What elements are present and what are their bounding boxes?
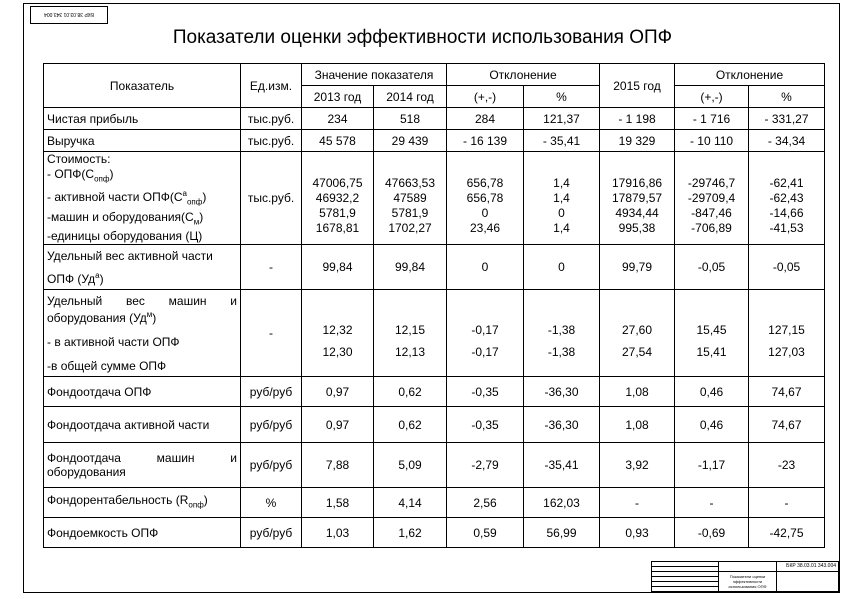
value-2013: 7,88 (302, 443, 374, 488)
deviation-abs-1 (447, 290, 524, 377)
header-2014: 2014 год (374, 86, 447, 108)
superscript: а (95, 270, 100, 280)
row-return-active (44, 407, 825, 443)
cost-line-text: - активной части ОПФ(С (47, 190, 183, 205)
header-row-1 (44, 64, 825, 86)
title-block-divider (718, 571, 838, 572)
deviation-abs-1: 0 (447, 245, 524, 290)
value-2015: - 1 198 (600, 108, 675, 130)
value-2013: 1,58 (302, 488, 374, 518)
name-line-1: Удельный вес машин и (47, 293, 237, 308)
cost-line-text: -машин и оборудования(С (47, 209, 194, 224)
subscript: опф (94, 174, 110, 184)
row-return-opf (44, 377, 825, 407)
cell-line: 656,78 (466, 175, 504, 190)
superscript: а (182, 189, 187, 199)
value-2013 (302, 290, 374, 377)
row-net-profit (44, 108, 825, 130)
value-2015: 99,79 (600, 245, 675, 290)
deviation-abs-2: - (675, 488, 749, 518)
value-2014: 99,84 (374, 245, 447, 290)
deviation-pct-1 (524, 152, 600, 245)
cell-line: -29746,7 (687, 175, 736, 190)
cost-line-text: - ОПФ(С (47, 167, 95, 181)
subscript: опф (188, 500, 204, 510)
value-2014 (374, 152, 447, 245)
deviation-abs-1: -0,35 (447, 377, 524, 407)
cell-line: 1,4 (553, 220, 570, 235)
unit-cell: руб/руб (241, 377, 302, 407)
cell-line: -0,17 (471, 323, 499, 338)
row-profitability (44, 488, 825, 518)
subscript: м (193, 217, 200, 227)
value-2014: 518 (374, 108, 447, 130)
deviation-pct-1: 121,37 (524, 108, 600, 130)
cell-line: 17916,86 (611, 175, 663, 190)
indicator-name: Фондоемкость ОПФ (44, 518, 241, 548)
value-2015: 1,08 (600, 377, 675, 407)
value-2015 (600, 290, 675, 377)
cell-line: -62,41 (769, 175, 804, 190)
indicator-name: Фондоотдача ОПФ (44, 377, 241, 407)
cell-line: 1,4 (553, 190, 570, 205)
value-2015: 19 329 (600, 130, 675, 152)
cell-line: -0,17 (471, 345, 499, 360)
bracket: ) (199, 209, 204, 224)
deviation-pct-1: - 35,41 (524, 130, 600, 152)
row-revenue (44, 130, 825, 152)
value-2013: 234 (302, 108, 374, 130)
cell-line: 1702,27 (388, 220, 432, 235)
indicator-name: Фондоотдача активной части (44, 407, 241, 443)
unit-cell: тыс.руб. (241, 108, 302, 130)
indicator-name (44, 290, 241, 377)
cell-line: 47006,75 (312, 175, 363, 190)
deviation-abs-2 (675, 152, 749, 245)
deviation-abs-2: -0,05 (675, 245, 749, 290)
deviation-pct-2 (749, 152, 825, 245)
bracket: ) (152, 310, 157, 325)
row-capital-intensity (44, 518, 825, 548)
cost-line-active (47, 186, 237, 209)
row-share-active (44, 245, 825, 290)
deviation-pct-2: - (749, 488, 825, 518)
row-share-machines (44, 290, 825, 377)
indicator-name: Чистая прибыль (44, 108, 241, 130)
deviation-abs-2 (675, 290, 749, 377)
cell-line: 12,15 (394, 323, 426, 338)
deviation-abs-2: - 1 716 (675, 108, 749, 130)
title-block (651, 561, 839, 592)
indicators-table (43, 63, 825, 548)
value-2014: 4,14 (374, 488, 447, 518)
value-2014: 29 439 (374, 130, 447, 152)
cell-line: -706,89 (691, 220, 732, 235)
header-dev-pct-2: % (749, 86, 825, 108)
subscript: опф (186, 197, 203, 207)
unit-cell: руб/руб (241, 407, 302, 443)
deviation-pct-1: 162,03 (524, 488, 600, 518)
title-block-code: БКР 38.03.01 343.004 (786, 563, 836, 569)
cell-line: 1,4 (553, 175, 570, 190)
cell-line: -1,38 (547, 323, 576, 338)
cell-line: -847,46 (691, 205, 732, 220)
deviation-abs-1: -2,79 (447, 443, 524, 488)
cell-line: 1678,81 (315, 220, 360, 235)
cell-line: 47663,53 (384, 175, 436, 190)
name-line-1: Фондоотдача машин и (47, 451, 237, 466)
unit-cell: - (241, 245, 302, 290)
deviation-pct-2: 74,67 (749, 407, 825, 443)
deviation-pct-2: -23 (749, 443, 825, 488)
cell-line: 15,41 (696, 345, 727, 360)
deviation-pct-2: - 34,34 (749, 130, 825, 152)
name-text: Фондорентабельность (R (47, 492, 189, 507)
value-2013: 1,03 (302, 518, 374, 548)
cell-line: 27,60 (622, 323, 653, 338)
unit-cell: % (241, 488, 302, 518)
name-line-2 (47, 269, 237, 286)
deviation-pct-2: -42,75 (749, 518, 825, 548)
cell-line: 0 (558, 205, 565, 220)
cell-line: 656,78 (466, 190, 504, 205)
header-2015: 2015 год (600, 64, 675, 108)
bracket: ) (203, 492, 208, 507)
cell-line: 15,45 (696, 323, 727, 338)
deviation-abs-2: -1,17 (675, 443, 749, 488)
bracket: ) (109, 167, 114, 181)
value-2015: - (600, 488, 675, 518)
deviation-pct-1: -35,41 (524, 443, 600, 488)
bracket: ) (99, 271, 104, 286)
cell-line: -41,53 (769, 220, 804, 235)
name-line-1: Удельный вес активной части (47, 248, 213, 263)
deviation-pct-2: 74,67 (749, 377, 825, 407)
name-text: оборудования (Уд (47, 310, 147, 325)
value-2013: 45 578 (302, 130, 374, 152)
unit-cell: руб/руб (241, 443, 302, 488)
indicator-name (44, 152, 241, 245)
deviation-abs-2: 0,46 (675, 377, 749, 407)
cell-line: 5781,9 (319, 205, 356, 220)
cell-line: 4934,44 (615, 205, 659, 220)
cell-line: 0 (481, 205, 489, 220)
cost-line-opf (47, 167, 237, 186)
deviation-pct-1: 56,99 (524, 518, 600, 548)
value-2015 (600, 152, 675, 245)
deviation-abs-1: 2,56 (447, 488, 524, 518)
indicator-name (44, 488, 241, 518)
value-2014: 1,62 (374, 518, 447, 548)
header-dev-pct-1: % (524, 86, 600, 108)
superscript: м (146, 309, 153, 319)
value-2014 (374, 290, 447, 377)
cost-heading: Стоимость: (47, 152, 111, 166)
title-block-description: Показатели оценки эффективности использования ОПФ (728, 574, 767, 589)
cell-line: 17879,57 (611, 190, 663, 205)
header-deviation-1: Отклонение (447, 64, 600, 86)
header-2013: 2013 год (302, 86, 374, 108)
cell-line: 995,38 (618, 220, 656, 235)
deviation-pct-1: -36,30 (524, 407, 600, 443)
unit-cell: тыс.руб. (241, 130, 302, 152)
deviation-abs-2: 0,46 (675, 407, 749, 443)
deviation-abs-1: -0,35 (447, 407, 524, 443)
value-2013: 0,97 (302, 377, 374, 407)
corner-stamp: БКР 38.03.01 343.004 (30, 6, 108, 24)
cell-line: 127,15 (768, 323, 805, 338)
indicator-name (44, 443, 241, 488)
deviation-pct-2: - 331,27 (749, 108, 825, 130)
cell-line: 12,30 (322, 345, 353, 360)
value-2013: 0,97 (302, 407, 374, 443)
value-2014: 0,62 (374, 407, 447, 443)
cost-line-machines (47, 210, 237, 229)
deviation-abs-1: 0,59 (447, 518, 524, 548)
deviation-pct-1 (524, 290, 600, 377)
cell-line: 27,54 (622, 345, 653, 360)
row-return-machines (44, 443, 825, 488)
cell-line: 12,13 (394, 345, 426, 360)
indicator-name: Выручка (44, 130, 241, 152)
header-deviation-2: Отклонение (675, 64, 825, 86)
sub-line-total: -в общей сумме ОПФ (47, 358, 167, 373)
header-dev-abs-2: (+,-) (675, 86, 749, 108)
cell-line: 46932,2 (315, 190, 360, 205)
name-line-2 (47, 308, 237, 325)
deviation-pct-2 (749, 290, 825, 377)
unit-cell: руб/руб (241, 518, 302, 548)
indicator-name (44, 245, 241, 290)
sub-line-active: - в активной части ОПФ (47, 334, 180, 349)
cell-line: 23,46 (470, 220, 501, 235)
cell-line: 5781,9 (391, 205, 429, 220)
page-title: Показатели оценки эффективности использования ОПФ (172, 27, 673, 48)
value-2015: 0,93 (600, 518, 675, 548)
bracket: ) (202, 190, 207, 205)
deviation-pct-2: -0,05 (749, 245, 825, 290)
deviation-abs-1: - 16 139 (447, 130, 524, 152)
cost-line-unit: -единицы оборудования (Ц) (47, 229, 203, 244)
deviation-abs-2: - 10 110 (675, 130, 749, 152)
value-2014: 5,09 (374, 443, 447, 488)
deviation-abs-2: -0,69 (675, 518, 749, 548)
name-line-2: оборудования (47, 465, 126, 480)
unit-cell: - (241, 290, 302, 377)
row-cost (44, 152, 825, 245)
cell-line: -29709,4 (687, 190, 736, 205)
value-2015: 3,92 (600, 443, 675, 488)
title-block-grid (652, 562, 719, 591)
unit-cell: тыс.руб. (241, 152, 302, 245)
header-unit: Ед.изм. (241, 64, 302, 108)
header-dev-abs-1: (+,-) (447, 86, 524, 108)
title-block-divider (776, 562, 777, 591)
header-indicator: Показатель (44, 64, 241, 108)
deviation-abs-1 (447, 152, 524, 245)
cell-line: 12,32 (322, 323, 353, 338)
cell-line: -14,66 (769, 205, 804, 220)
deviation-pct-1: 0 (524, 245, 600, 290)
cell-line: 127,03 (768, 345, 805, 360)
cell-line: -62,43 (769, 190, 804, 205)
name-text: ОПФ (Уд (47, 271, 96, 286)
value-2015: 1,08 (600, 407, 675, 443)
value-2013: 99,84 (302, 245, 374, 290)
cell-line: 47589 (393, 190, 427, 205)
deviation-pct-1: -36,30 (524, 377, 600, 407)
deviation-abs-1: 284 (447, 108, 524, 130)
value-2013 (302, 152, 374, 245)
value-2014: 0,62 (374, 377, 447, 407)
cell-line: -1,38 (547, 345, 576, 360)
header-value-group: Значение показателя (302, 64, 447, 86)
